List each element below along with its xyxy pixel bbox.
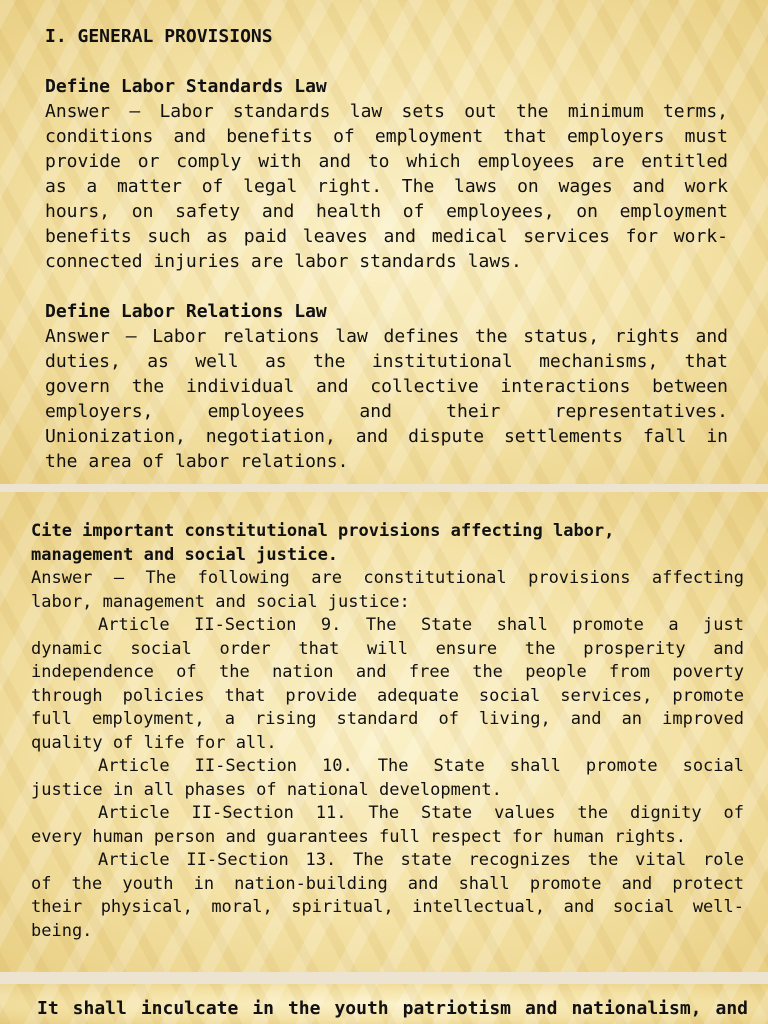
answer-line: benefits such as paid leaves and medical services for work- xyxy=(45,226,728,247)
article-line: justice in all phases of national development. xyxy=(31,779,502,800)
question-title-labor-standards: Define Labor Standards Law xyxy=(45,76,327,97)
answer-line: the area of labor relations. xyxy=(45,451,349,472)
answer-line: govern the individual and collective interactions between xyxy=(45,376,728,397)
answer-line: employers, employees and their representatives. xyxy=(45,401,728,422)
answer-line: as a matter of legal right. The laws on wages and work xyxy=(45,176,728,197)
slide-2 xyxy=(0,492,768,972)
answer-line: labor, management and social justice: xyxy=(31,591,410,612)
answer-line: conditions and benefits of employment that employers must xyxy=(45,126,728,147)
question-title-constitutional: Cite important constitutional provisions affecting labor, xyxy=(31,521,615,541)
question-title-constitutional: management and social justice. xyxy=(31,544,339,565)
article-line: of the youth in nation-building and shall promote and protect xyxy=(31,873,744,894)
article-line: full employment, a rising standard of living, and an improved xyxy=(31,709,744,729)
answer-line: connected injuries are labor standards laws. xyxy=(45,251,522,272)
article-line: being. xyxy=(31,920,93,941)
answer-line: Answer – The following are constitutional provisions affecting xyxy=(31,568,744,588)
article-line: their physical, moral, spiritual, intellectual, and social well- xyxy=(31,897,744,917)
article-line: Article II-Section 10. The State shall promote social xyxy=(98,756,744,776)
article-line: Article II-Section 11. The State values the dignity of xyxy=(98,803,744,823)
article-line: dynamic social order that will ensure the prosperity and xyxy=(31,638,744,659)
article-line: every human person and guarantees full respect for human rights. xyxy=(31,826,687,847)
slide-3-content xyxy=(37,996,748,1021)
continuation-line: It shall inculcate in the youth patriotism and nationalism, and xyxy=(37,998,748,1019)
slide-2-content xyxy=(31,520,744,943)
article-line: quality of life for all. xyxy=(31,732,277,753)
article-line: independence of the nation and free the people from poverty xyxy=(31,662,744,682)
slide-3 xyxy=(0,984,768,1024)
answer-line: provide or comply with and to which employees are entitled xyxy=(45,151,728,172)
answer-line: Unionization, negotiation, and dispute settlements fall in xyxy=(45,426,728,447)
answer-line: duties, as well as the institutional mechanisms, that xyxy=(45,351,728,372)
section-heading: I. GENERAL PROVISIONS xyxy=(45,26,273,47)
article-line: Article II-Section 9. The State shall promote a just xyxy=(98,615,744,635)
article-line: through policies that provide adequate social services, promote xyxy=(31,685,744,706)
answer-line: Answer – Labor relations law defines the status, rights and xyxy=(45,326,728,347)
slide-1 xyxy=(0,0,768,484)
article-line: Article II-Section 13. The state recognizes the vital role xyxy=(98,850,744,870)
answer-line: hours, on safety and health of employees, on employment xyxy=(45,201,728,222)
question-title-labor-relations: Define Labor Relations Law xyxy=(45,301,327,322)
slide-1-content xyxy=(45,24,728,474)
answer-line: Answer – Labor standards law sets out the minimum terms, xyxy=(45,101,728,122)
